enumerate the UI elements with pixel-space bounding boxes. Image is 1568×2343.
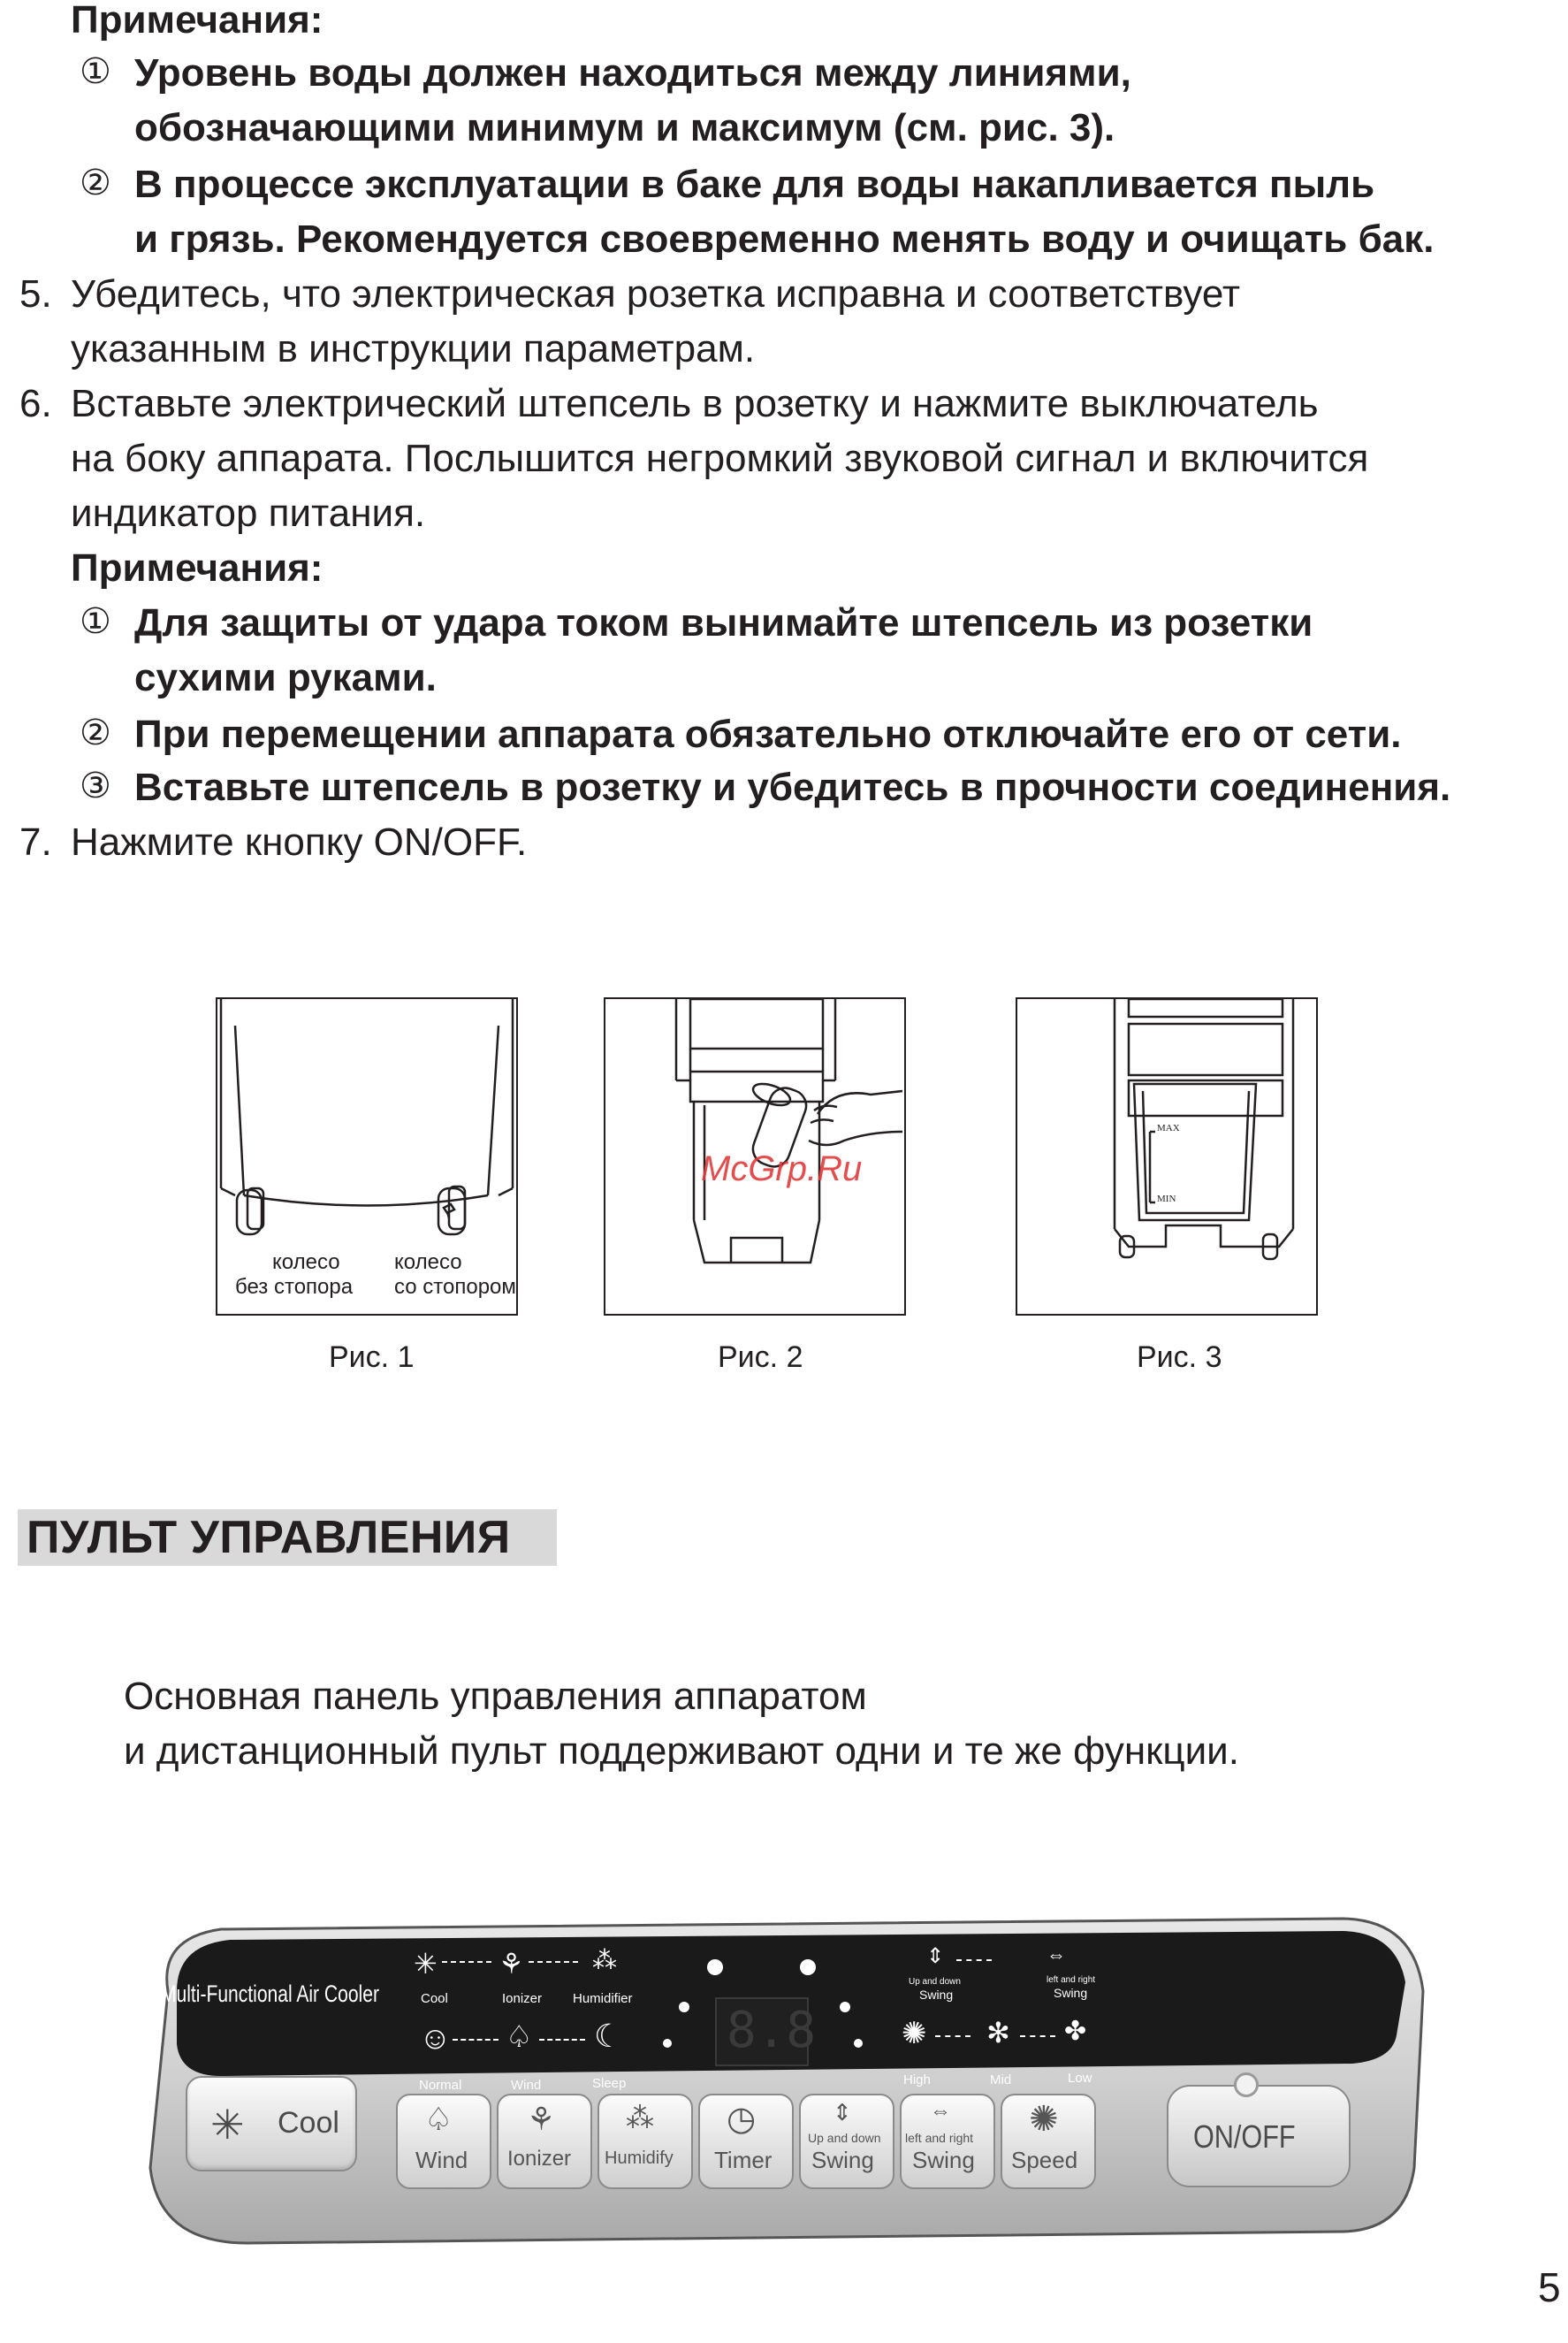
swing-lr-small-label: left and right <box>905 2131 974 2145</box>
dash-connector <box>529 1961 578 1963</box>
figure-3 <box>1016 997 1318 1316</box>
fig3-min-label: MIN <box>1157 1194 1176 1204</box>
cool-button-label: Cool <box>278 2106 339 2140</box>
swing-ud-icon: ⇕ <box>926 1944 945 1968</box>
ionizer-button[interactable] <box>497 2094 592 2189</box>
notes1-item1-line1: Уровень воды должен находиться между линиями, <box>134 51 1131 95</box>
humidifier-drop-icon: ⁂ <box>592 1946 617 1973</box>
indicator-dot <box>679 2002 689 2012</box>
swing-top2-small: left and right <box>1047 1975 1096 1985</box>
notes1-item1-line2: обозначающими минимум и максимум (см. рис. 3). <box>134 106 1115 149</box>
notes1-item2-line1: В процессе эксплуатации в баке для воды накапливается пыль <box>134 163 1375 206</box>
top-icon-label-ionizer: Ionizer <box>502 1991 543 2006</box>
step6-num: 6. <box>19 382 52 425</box>
fan-icon: ✺ <box>1029 2100 1059 2139</box>
fig1-label-right-2: со стопором <box>394 1275 516 1299</box>
control-panel <box>141 1903 1432 2248</box>
wind-tree-icon: ♤ <box>506 2020 533 2054</box>
step7-line1: Нажмите кнопку ON/OFF. <box>71 820 528 864</box>
fig1-label-left-2: без стопора <box>235 1275 354 1299</box>
indicator-dot <box>840 2002 850 2012</box>
dash-connector <box>956 1959 992 1961</box>
figure-3-drawing <box>1017 999 1316 1314</box>
fig1-label-left-1: колесо <box>272 1250 340 1274</box>
notes1-heading: Примечания: <box>71 0 323 42</box>
fig2-watermark: McGrp.Ru <box>701 1149 863 1188</box>
ionizer-tree-icon: ⚘ <box>499 1948 524 1980</box>
speed-label-high: High <box>903 2072 931 2087</box>
step6-line3: индикатор питания. <box>71 492 426 535</box>
notes2-heading: Примечания: <box>71 546 323 590</box>
figure-1 <box>216 997 518 1316</box>
speed-button-label: Speed <box>1011 2147 1078 2173</box>
section-heading-bar <box>18 1509 557 1566</box>
notes2-item1-line1: Для защиты от удара током вынимайте штепсель из розетки <box>134 601 1313 645</box>
page-number: 5 <box>1538 2264 1561 2310</box>
top-icon-label-humidifier: Humidifier <box>573 1991 633 2006</box>
fan-high-icon: ✺ <box>902 2017 927 2050</box>
swing-left-right-button[interactable] <box>900 2094 995 2189</box>
notes1-item2-num: ② <box>80 164 111 202</box>
ionizer-button-label: Ionizer <box>507 2147 572 2171</box>
notes2-item1-line2: сухими руками. <box>134 656 437 699</box>
intro-line1: Основная панель управления аппаратом <box>124 1675 867 1718</box>
notes2-item1-num: ① <box>80 602 111 641</box>
power-led <box>1234 2072 1259 2097</box>
swing-lr-icon: ⇔ <box>1047 1943 1066 1965</box>
humidify-button[interactable] <box>598 2094 693 2189</box>
on-off-button[interactable] <box>1167 2085 1351 2187</box>
step5-line2: указанным в инструкции параметрам. <box>71 327 756 370</box>
dash-connector <box>1020 2035 1055 2037</box>
indicator-dot <box>800 1959 816 1975</box>
step6-line2: на боку аппарата. Послышится негромкий звуковой сигнал и включится <box>71 437 1369 480</box>
swing-ud-button-label: Swing <box>811 2147 874 2173</box>
dash-connector <box>453 2039 499 2041</box>
wind-tree-icon: ♤ <box>424 2101 453 2137</box>
fan-mid-icon: ✻ <box>986 2017 1010 2049</box>
fan-low-icon: ✤ <box>1064 2017 1087 2046</box>
figure-1-drawing <box>217 999 516 1314</box>
fig2-caption: Рис. 2 <box>718 1340 803 1374</box>
speed-button[interactable] <box>1001 2094 1096 2189</box>
notes1-item1-num: ① <box>80 52 111 91</box>
fig3-caption: Рис. 3 <box>1137 1340 1222 1374</box>
fig1-label-right-1: колесо <box>394 1250 462 1274</box>
step7-num: 7. <box>19 820 52 864</box>
indicator-dot <box>707 1959 723 1975</box>
fig1-caption: Рис. 1 <box>329 1340 415 1374</box>
snowflake-icon: ✳ <box>210 2102 245 2148</box>
ionizer-tree-icon: ⚘ <box>527 2101 556 2137</box>
swing-lr-icon: ⇔ <box>930 2099 951 2123</box>
speed-label-low: Low <box>1068 2071 1092 2086</box>
dash-connector <box>442 1961 491 1963</box>
step5-num: 5. <box>19 272 52 316</box>
indicator-dot <box>663 2039 672 2048</box>
notes2-item3-line1: Вставьте штепсель в розетку и убедитесь в прочности соединения. <box>134 766 1451 809</box>
normal-smile-icon: ☺ <box>419 2019 452 2056</box>
fig3-max-label: MAX <box>1157 1123 1180 1133</box>
step5-line1: Убедитесь, что электрическая розетка исправна и соответствует <box>71 272 1241 316</box>
on-off-button-label: ON/OFF <box>1193 2118 1296 2155</box>
panel-brand: Multi-Functional Air Cooler <box>161 1980 379 2007</box>
mode-label-normal: Normal <box>419 2078 462 2093</box>
swing-ud-small-label: Up and down <box>808 2131 881 2145</box>
mode-label-wind: Wind <box>511 2078 542 2093</box>
timer-button-label: Timer <box>714 2147 773 2173</box>
sleep-moon-icon: ☾ <box>594 2018 623 2054</box>
swing-ud-icon: ⇕ <box>833 2099 852 2125</box>
speed-label-mid: Mid <box>990 2072 1012 2087</box>
notes2-item2-line1: При перемещении аппарата обязательно отключайте его от сети. <box>134 713 1402 756</box>
dash-connector <box>539 2039 585 2041</box>
display-digits: 8.8 <box>727 2002 817 2059</box>
humidify-button-label: Humidify <box>605 2148 674 2168</box>
step6-line1: Вставьте электрический штепсель в розетку и нажмите выключатель <box>71 382 1319 425</box>
humidifier-drop-icon: ⁂ <box>626 2102 654 2133</box>
notes2-item3-num: ③ <box>80 767 111 805</box>
swing-up-down-button[interactable] <box>799 2094 894 2189</box>
top-icon-label-cool: Cool <box>421 1991 448 2006</box>
figure-2 <box>604 997 906 1316</box>
notes2-item2-num: ② <box>80 714 111 752</box>
wind-button[interactable] <box>396 2094 491 2189</box>
snowflake-icon: ✳ <box>414 1948 438 1980</box>
wind-button-label: Wind <box>415 2147 468 2173</box>
cool-button[interactable] <box>186 2076 357 2171</box>
swing-top1-label: Swing <box>919 1988 954 2002</box>
section-title: ПУЛЬТ УПРАВЛЕНИЯ <box>27 1512 511 1563</box>
intro-line2: и дистанционный пульт поддерживают одни и те же функции. <box>124 1729 1239 1773</box>
timer-button[interactable] <box>698 2094 794 2189</box>
swing-lr-button-label: Swing <box>912 2147 975 2173</box>
swing-top2-label: Swing <box>1054 1986 1088 2000</box>
notes1-item2-line2: и грязь. Рекомендуется своевременно менять воду и очищать бак. <box>134 218 1435 261</box>
swing-top1-small: Up and down <box>909 1977 961 1987</box>
mode-label-sleep: Sleep <box>592 2076 627 2091</box>
clock-icon: ◷ <box>727 2101 757 2138</box>
dash-connector <box>935 2035 970 2037</box>
indicator-dot <box>854 2039 863 2048</box>
